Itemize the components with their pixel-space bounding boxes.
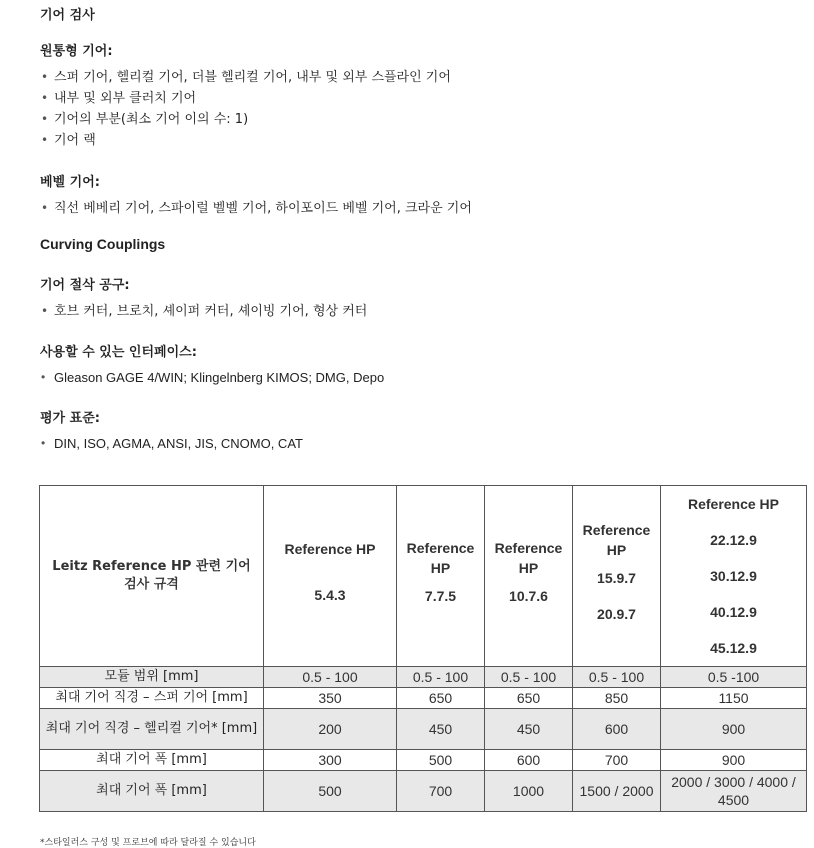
table-row [40, 688, 807, 709]
table-cell: 650 [485, 688, 573, 709]
model-version: 20.9.7 [597, 606, 636, 622]
table-cell: 300 [264, 750, 397, 771]
table-cell: 0.5 - 100 [573, 667, 661, 688]
list-item: • DIN, ISO, AGMA, ANSI, JIS, CNOMO, CAT [40, 433, 303, 454]
spec-table [39, 485, 807, 812]
row-label: 최대 기어 폭 [mm] [40, 771, 264, 812]
table-cell: 900 [661, 709, 807, 750]
model-version: 45.12.9 [710, 640, 757, 656]
table-row [40, 667, 807, 688]
table-header-row [40, 486, 807, 667]
table-cell: 650 [397, 688, 485, 709]
column-header [397, 486, 485, 667]
column-name: Reference HP [284, 541, 376, 557]
model-version: 15.9.7 [597, 570, 636, 586]
table-cell: 1150 [661, 688, 807, 709]
table-cell: 700 [397, 771, 485, 812]
table-cell: 0.5 -100 [661, 667, 807, 688]
table-cell: 450 [485, 709, 573, 750]
bevel-gears-list [40, 198, 472, 219]
list-item: • 기어의 부분(최소 기어 이의 수: 1) [40, 109, 451, 130]
table-cell: 1000 [485, 771, 573, 812]
model-version: 5.4.3 [314, 587, 346, 603]
model-version: 40.12.9 [710, 604, 757, 620]
cylindrical-gears-list [40, 67, 451, 151]
row-label: 최대 기어 폭 [mm] [40, 750, 264, 771]
row-label: 최대 기어 직경 – 스퍼 기어 [mm] [40, 688, 264, 709]
table-cell: 700 [573, 750, 661, 771]
table-corner-label: Leitz Reference HP 관련 기어 검사 규격 [40, 486, 264, 667]
bevel-gears-heading: 베벨 기어: [40, 175, 100, 190]
interfaces-heading: 사용할 수 있는 인터페이스: [40, 345, 197, 360]
table-cell: 600 [573, 709, 661, 750]
table-cell: 1500 / 2000 [573, 771, 661, 812]
cutting-tools-heading: 기어 절삭 공구: [40, 278, 130, 293]
column-name: Reference HP [582, 522, 651, 558]
column-name: Reference HP [494, 540, 563, 576]
table-row [40, 771, 807, 812]
table-cell: 0.5 - 100 [264, 667, 397, 688]
model-version: 10.7.6 [509, 588, 548, 604]
column-header [485, 486, 573, 667]
table-cell: 350 [264, 688, 397, 709]
table-cell: 600 [485, 750, 573, 771]
standards-list [40, 433, 303, 454]
table-cell: 850 [573, 688, 661, 709]
column-header [264, 486, 397, 667]
page-title: 기어 검사 [40, 8, 95, 23]
list-item: • 스퍼 기어, 헬리컬 기어, 더블 헬리컬 기어, 내부 및 외부 스플라인 기어 [40, 67, 451, 88]
table-cell: 900 [661, 750, 807, 771]
table-cell: 0.5 - 100 [397, 667, 485, 688]
table-cell: 450 [397, 709, 485, 750]
table-cell: 0.5 - 100 [485, 667, 573, 688]
column-header [573, 486, 661, 667]
column-name: Reference HP [406, 540, 475, 576]
standards-heading: 평가 표준: [40, 411, 100, 426]
row-label: 최대 기어 직경 – 헬리컬 기어* [mm] [40, 709, 264, 750]
table-cell: 200 [264, 709, 397, 750]
model-version: 7.7.5 [424, 588, 457, 604]
table-cell: 500 [397, 750, 485, 771]
row-label: 모듈 범위 [mm] [40, 667, 264, 688]
curving-couplings-heading: Curving Couplings [40, 236, 166, 252]
list-item: • Gleason GAGE 4/WIN; Klingelnberg KIMOS; DMG, Depo [40, 367, 384, 388]
cutting-tools-list [40, 301, 367, 322]
column-header [661, 486, 807, 667]
table-cell: 500 [264, 771, 397, 812]
list-item: • 호브 커터, 브로치, 셰이퍼 커터, 셰이빙 기어, 형상 커터 [40, 301, 367, 322]
list-item: • 내부 및 외부 클러치 기어 [40, 88, 451, 109]
column-name: Reference HP [687, 496, 780, 512]
table-cell: 2000 / 3000 / 4000 / 4500 [661, 771, 807, 812]
footnote: *스타일러스 구성 및 프로브에 따라 달라질 수 있습니다 [40, 838, 256, 848]
table-row [40, 750, 807, 771]
interfaces-list [40, 367, 384, 388]
model-version: 22.12.9 [710, 532, 757, 548]
model-version: 30.12.9 [710, 568, 757, 584]
list-item: • 기어 랙 [40, 130, 451, 151]
cylindrical-gears-heading: 원통형 기어: [40, 44, 113, 59]
list-item: • 직선 베베리 기어, 스파이럴 벨벨 기어, 하이포이드 베벨 기어, 크라운 기어 [40, 198, 472, 219]
table-row [40, 709, 807, 750]
